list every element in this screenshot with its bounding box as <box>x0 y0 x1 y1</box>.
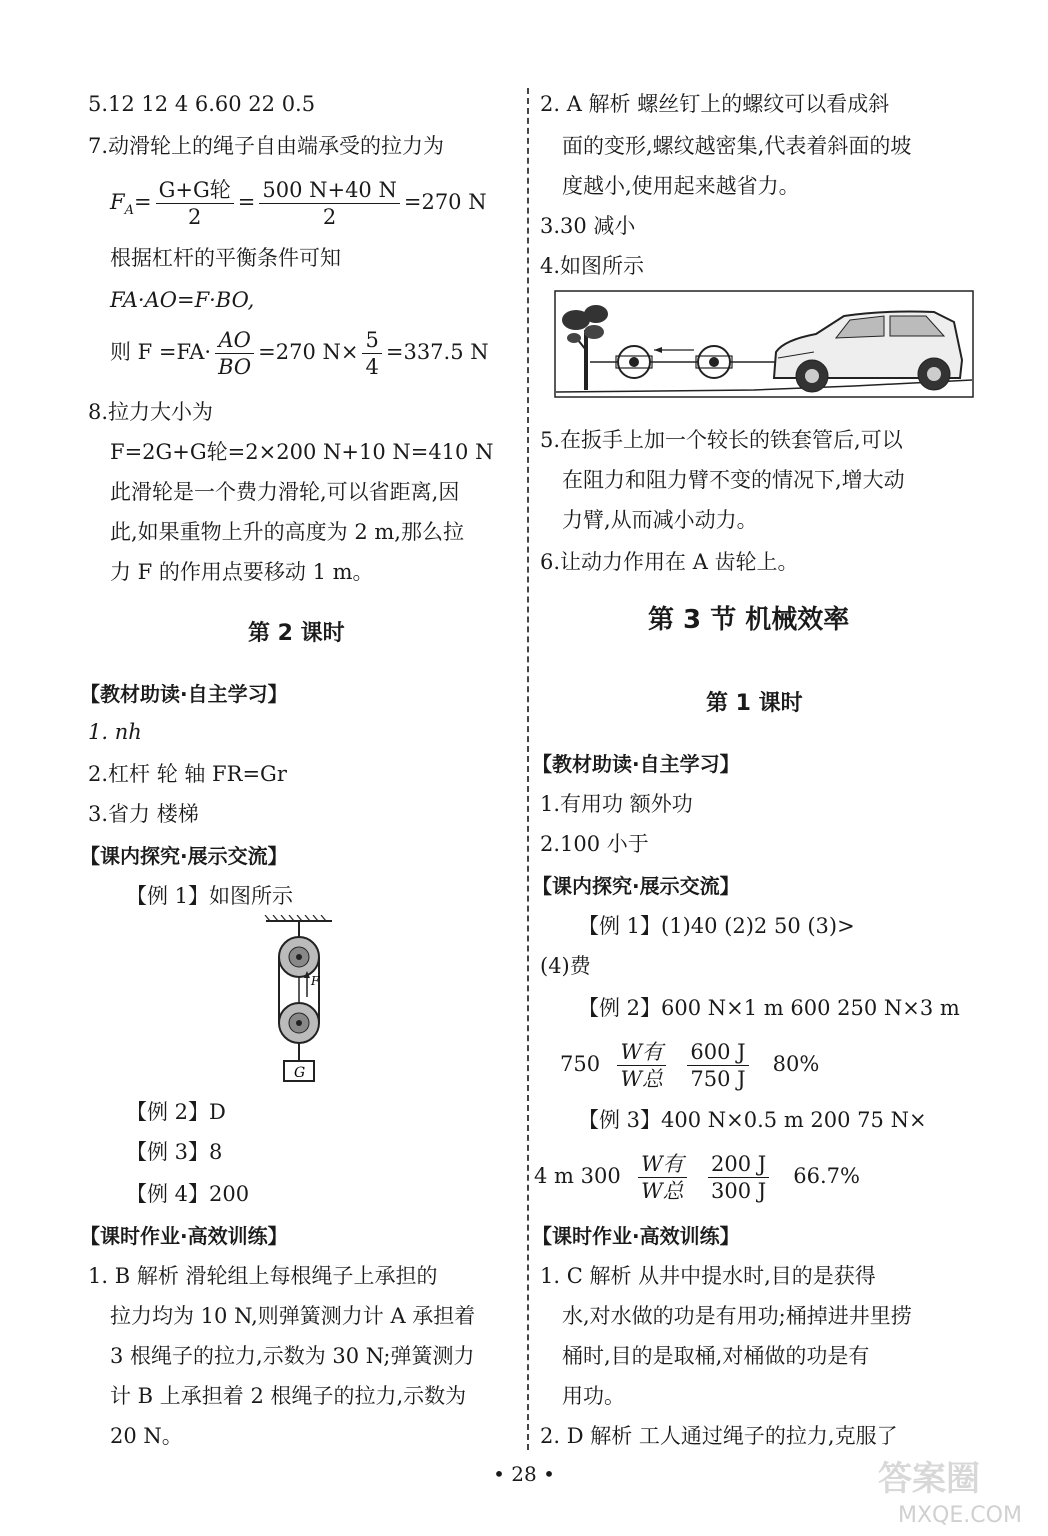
homework-1-line-2: 拉力均为 10 N,则弹簧测力计 A 承担着 <box>110 1304 476 1328</box>
section-textbook-reading-2: 【教材助读·自主学习】 <box>532 752 740 776</box>
homework-r1-line-3: 桶时,目的是取桶,对桶做的功是有 <box>562 1344 870 1368</box>
homework-1-line-3: 3 根绳子的拉力,示数为 30 N;弹簧测力 <box>110 1344 475 1368</box>
answer-b1: 1.有用功 额外功 <box>540 792 693 816</box>
answer-r2-line-2: 面的变形,螺纹越密集,代表着斜面的坡 <box>562 134 912 158</box>
formula-fa: $F_A=$ $\frac{\text{G+G轮}}{2}$ = $\frac{500 N+40 N}{2}$ =270 N <box>110 178 487 229</box>
column-divider <box>527 88 529 1450</box>
answer-l2-2: 2.杠杆 轮 轴 FR=Gr <box>88 762 287 786</box>
lever-balance-text: 根据杠杆的平衡条件可知 <box>110 246 341 270</box>
section-in-class: 【课内探究·展示交流】 <box>80 844 288 868</box>
formula-f: 则 F =FA· $\frac{AO}{BO}$ =270 N× $\frac{5}{4}$ =337.5 N <box>110 328 489 379</box>
fraction: $\frac{\text{G+G轮}}{2}$ <box>156 177 234 230</box>
lesson-2-title: 第 2 课时 <box>248 621 345 646</box>
answer-r6: 6.让动力作用在 A 齿轮上。 <box>540 550 799 574</box>
homework-1-line-4: 计 B 上承担着 2 根绳子的拉力,示数为 <box>110 1384 467 1408</box>
example-r3-formula: 4 m 300 $\frac{\text{W有}}{\text{W总}}$ $\frac{200 J}{300 J}$ 66.7% <box>534 1152 860 1203</box>
svg-text:MXQE.COM: MXQE.COM <box>898 1503 1022 1528</box>
answer-5-6: 5.12 12 4 6.60 22 0.5 <box>88 92 316 116</box>
fraction: $\frac{600 J}{750 J}$ <box>687 1039 748 1092</box>
answer-r3: 3.30 减小 <box>540 214 636 238</box>
section-textbook-reading: 【教材助读·自主学习】 <box>80 682 288 706</box>
answer-r5-line-3: 力臂,从而减小动力。 <box>562 508 758 532</box>
example-r2-line-1: 【例 2】600 N×1 m 600 250 N×3 m <box>578 996 960 1020</box>
pulley-diagram <box>264 915 344 1090</box>
example-3: 【例 3】8 <box>126 1140 223 1164</box>
car-tow-diagram <box>554 290 974 400</box>
example-r3-line-1: 【例 3】400 N×0.5 m 200 75 N× <box>578 1108 927 1132</box>
fraction: $\frac{500 N+40 N}{2}$ <box>259 177 400 230</box>
answer-8-text-1: 此滑轮是一个费力滑轮,可以省距离,因 <box>110 480 460 504</box>
fraction: $\frac{AO}{BO}$ <box>215 327 254 380</box>
answer-l2-3: 3.省力 楼梯 <box>88 802 199 826</box>
answer-r2-line-3: 度越小,使用起来越省力。 <box>562 174 800 198</box>
answer-r2-line-1: 2. A 解析 螺丝钉上的螺纹可以看成斜 <box>540 92 890 116</box>
answer-r4: 4.如图所示 <box>540 254 645 278</box>
homework-r2-line-1: 2. D 解析 工人通过绳子的拉力,克服了 <box>540 1424 898 1448</box>
example-1: 【例 1】如图所示 <box>126 884 294 908</box>
force-label: F <box>311 974 320 988</box>
homework-1-line-5: 20 N。 <box>110 1424 183 1448</box>
watermark-logo <box>868 1450 1038 1530</box>
lever-equation: FA·AO=F·BO, <box>110 288 255 312</box>
example-r1-line-2: (4)费 <box>540 954 591 978</box>
example-r2-formula: 750 $\frac{\text{W有}}{\text{W总}}$ $\frac{600 J}{750 J}$ 80% <box>560 1040 820 1091</box>
section-homework: 【课时作业·高效训练】 <box>80 1224 288 1248</box>
answer-b2: 2.100 小于 <box>540 832 649 856</box>
homework-r1-line-4: 用功。 <box>562 1384 625 1408</box>
fraction: $\frac{5}{4}$ <box>362 327 381 380</box>
homework-r1-line-2: 水,对水做的功是有用功;桶掉进井里捞 <box>562 1304 912 1328</box>
answer-r5-line-1: 5.在扳手上加一个较长的铁套管后,可以 <box>540 428 903 452</box>
answer-8-text-2: 此,如果重物上升的高度为 2 m,那么拉 <box>110 520 464 544</box>
page-number: • 28 • <box>493 1462 555 1486</box>
weight-label: G <box>294 1065 306 1081</box>
homework-r1-line-1: 1. C 解析 从井中提水时,目的是获得 <box>540 1264 876 1288</box>
section-homework-2: 【课时作业·高效训练】 <box>532 1224 740 1248</box>
example-4: 【例 4】200 <box>126 1182 250 1206</box>
fraction: $\frac{\text{W有}}{\text{W总}}$ <box>617 1039 666 1092</box>
answer-8-text-3: 力 F 的作用点要移动 1 m。 <box>110 560 374 584</box>
answer-7-intro: 7.动滑轮上的绳子自由端承受的拉力为 <box>88 134 445 158</box>
answer-8-intro: 8.拉力大小为 <box>88 400 214 424</box>
section-3-title: 第 3 节 机械效率 <box>648 605 850 635</box>
answer-r5-line-2: 在阻力和阻力臂不变的情况下,增大动 <box>562 468 905 492</box>
lesson-1-title: 第 1 课时 <box>706 691 803 716</box>
example-r1-line-1: 【例 1】(1)40 (2)2 50 (3)> <box>578 914 855 938</box>
homework-1-line-1: 1. B 解析 滑轮组上每根绳子上承担的 <box>88 1264 438 1288</box>
formula-8: F=2G+G轮=2×200 N+10 N=410 N <box>110 440 494 464</box>
example-2: 【例 2】D <box>126 1100 226 1124</box>
fraction: $\frac{\text{W有}}{\text{W总}}$ <box>638 1151 687 1204</box>
svg-text:答案圈: 答案圈 <box>878 1459 980 1499</box>
answer-l2-1: 1. nh <box>88 720 142 744</box>
fraction: $\frac{200 J}{300 J}$ <box>708 1151 769 1204</box>
section-in-class-2: 【课内探究·展示交流】 <box>532 874 740 898</box>
